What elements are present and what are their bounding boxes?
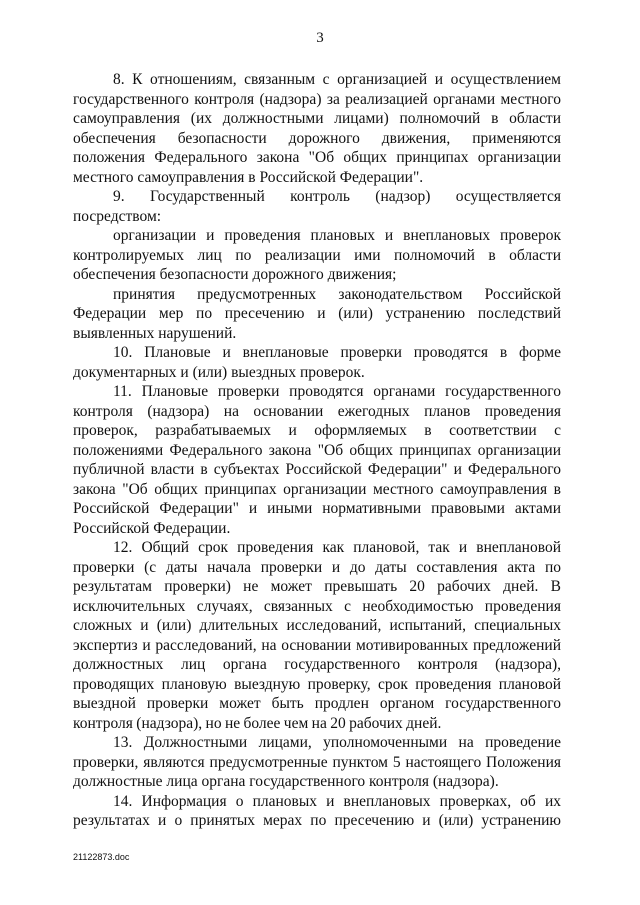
paragraph-14: 14. Информация о плановых и внеплановых проверках, об их результатах и о принятых мерах по пресечению и (или) устранению bbox=[73, 792, 561, 829]
paragraph-11: 11. Плановые проверки проводятся органами государственного контроля (надзора) на основании ежегодных планов проведения проверок, разрабатываемых и оформляемых в соответствии с положениями Федерального закона "Об общих принципах организации публичной власти в субъектах Российской Федерации" и Федерального закона "Об общих принципах организации местного самоуправления в Российской Федерации" и иными нормативными правовыми актами Российской Федерации. bbox=[73, 383, 561, 537]
paragraph-13: 13. Должностными лицами, уполномоченными на проведение проверки, являются предусмотренные пунктом 5 настоящего Положения должностные лица органа государственного контроля (надзора). bbox=[73, 734, 561, 790]
paragraph-9-item-2: принятия предусмотренных законодательством Российской Федерации мер по пресечению и (или) устранению последствий выявленных нарушений. bbox=[73, 285, 561, 342]
page-number: 3 bbox=[316, 30, 324, 46]
paragraph-10: 10. Плановые и внеплановые проверки проводятся в форме документарных и (или) выездных проверок. bbox=[73, 344, 561, 381]
file-code: 21122873.doc bbox=[73, 852, 130, 862]
paragraph-12: 12. Общий срок проведения как плановой, так и внеплановой проверки (с даты начала проверки и до даты составления акта по результатам проверки) не может превышать 20 рабочих дней. В исключительных случаях, связанных с необходимостью проведения сложных и (или) длительных исследований, испытаний, специальных экспертиз и расследований, на основании мотивированных предложений должностных лиц органа государственного контроля (надзора), проводящих плановую выездную проверку, срок проведения плановой выездной проверки может быть продлен органом государственного контроля (надзора), но не более чем на 20 рабочих дней. bbox=[73, 539, 561, 732]
paragraph-9: 9. Государственный контроль (надзор) осуществляется посредством: bbox=[73, 188, 561, 225]
paragraph-8: 8. К отношениям, связанным с организацией и осуществлением государственного контроля (надзора) за реализацией органами местного самоуправления (их должностными лицами) полномочий в области обеспечения безопасности дорожного движения, применяются положения Федерального закона "Об общих принципах организации местного самоуправления в Российской Федерации". bbox=[73, 71, 561, 186]
document-body bbox=[73, 70, 561, 831]
paragraph-9-item-1: организации и проведения плановых и внеплановых проверок контролируемых лиц по реализации ими полномочий в области обеспечения безопасности дорожного движения; bbox=[73, 227, 561, 283]
